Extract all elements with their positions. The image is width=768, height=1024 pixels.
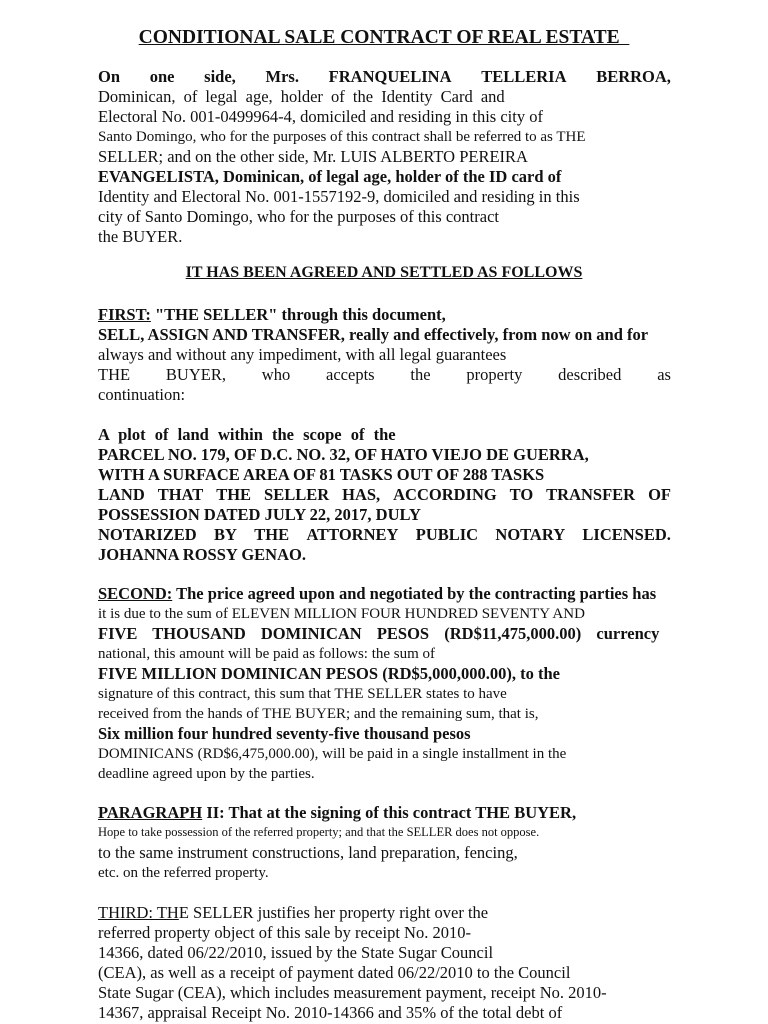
paragraph-two-label: PARAGRAPH (98, 803, 203, 822)
word: LAND (98, 485, 145, 504)
second-clause-line: DOMINICANS (RD$6,475,000.00), will be paid in a single installment in the (98, 746, 567, 762)
property-line: A plot of land within the scope of the (98, 425, 396, 444)
word: THE (216, 485, 252, 504)
first-clause-label: FIRST: (98, 305, 151, 324)
word: NOTARIZED (98, 525, 197, 544)
paragraph-two-line: etc. on the referred property. (98, 865, 269, 881)
word: property (466, 365, 523, 384)
word: OF (648, 485, 671, 504)
second-clause-line: received from the hands of THE BUYER; and the remaining sum, that is, (98, 706, 539, 722)
second-clause-line: national, this amount will be paid as follows: the sum of (98, 646, 436, 662)
parties-line (98, 67, 671, 87)
word: HAS, (342, 485, 381, 504)
parties-line: Santo Domingo, who for the purposes of this contract shall be referred to as THE (98, 129, 586, 145)
word: THE (254, 525, 290, 544)
parties-line: Electoral No. 001-0499964-4, domiciled and residing in this city of (98, 107, 543, 126)
paragraph-two-line: to the same instrument constructions, land preparation, fencing, (98, 843, 518, 862)
first-clause-line (98, 365, 671, 385)
parties-line: city of Santo Domingo, who for the purposes of this contract (98, 207, 499, 226)
property-line: JOHANNA ROSSY GENAO. (98, 545, 306, 564)
word: ATTORNEY (306, 525, 399, 544)
paragraph-two-line: Hope to take possession of the referred property; and that the SELLER does not oppose. (98, 825, 540, 839)
parties-line: SELLER; and on the other side, Mr. LUIS ALBERTO PEREIRA (98, 147, 528, 166)
property-line (98, 525, 671, 545)
parties-line: the BUYER. (98, 227, 183, 246)
third-clause-line: THIRD: THE SELLER justifies her property right over the (98, 903, 489, 922)
paragraph-two-line: PARAGRAPH II: That at the signing of this contract THE BUYER, (98, 803, 577, 822)
second-clause-line: signature of this contract, this sum that THE SELLER states to have (98, 686, 507, 702)
second-clause-line: FIVE THOUSAND DOMINICAN PESOS (RD$11,475,000.00) currency (98, 624, 660, 643)
word: LICENSED. (582, 525, 671, 544)
word: THE (98, 365, 131, 384)
word: On (98, 67, 121, 86)
word: THAT (157, 485, 204, 504)
third-clause-line: State Sugar (CEA), which includes measurement payment, receipt No. 2010- (98, 983, 607, 1002)
property-line: PARCEL NO. 179, OF D.C. NO. 32, OF HATO VIEJO DE GUERRA, (98, 445, 589, 464)
second-clause-line: FIVE MILLION DOMINICAN PESOS (RD$5,000,000.00), to the (98, 664, 561, 683)
second-clause-line: it is due to the sum of ELEVEN MILLION FOUR HUNDRED SEVENTY AND (98, 606, 585, 622)
word: ACCORDING (393, 485, 497, 504)
word: BERROA, (596, 67, 671, 86)
parties-line: EVANGELISTA, Dominican, of legal age, holder of the ID card of (98, 167, 562, 186)
first-clause-line: SELL, ASSIGN AND TRANSFER, really and effectively, from now on and for (98, 325, 649, 344)
word: SELLER (264, 485, 330, 504)
word: TELLERIA (481, 67, 567, 86)
word: Mrs. (265, 67, 299, 86)
property-line: POSSESSION DATED JULY 22, 2017, DULY (98, 505, 421, 524)
word: BUYER, (165, 365, 226, 384)
word: TRANSFER (546, 485, 636, 504)
word: described (558, 365, 622, 384)
first-clause-line: continuation: (98, 385, 186, 404)
second-clause-line: Six million four hundred seventy-five thousand pesos (98, 724, 471, 743)
first-clause-line: always and without any impediment, with all legal guarantees (98, 345, 507, 364)
word: one (149, 67, 175, 86)
word: BY (214, 525, 237, 544)
property-line (98, 485, 671, 505)
second-clause-label: SECOND: (98, 584, 173, 603)
word: PUBLIC (415, 525, 479, 544)
third-clause-line: (CEA), as well as a receipt of payment dated 06/22/2010 to the Council (98, 963, 571, 982)
word: accepts (326, 365, 375, 384)
word: side, (204, 67, 236, 86)
word: TO (509, 485, 534, 504)
word: FRANQUELINA (328, 67, 452, 86)
second-clause-line: SECOND: The price agreed upon and negotiated by the contracting parties has (98, 584, 657, 603)
third-clause-label: THIRD: TH (98, 903, 179, 922)
word: NOTARY (495, 525, 566, 544)
third-clause-line: referred property object of this sale by receipt No. 2010- (98, 923, 471, 942)
parties-line: Dominican, of legal age, holder of the Identity Card and (98, 87, 505, 106)
word: the (410, 365, 431, 384)
parties-line: Identity and Electoral No. 001-1557192-9, domiciled and residing in this (98, 187, 580, 206)
third-clause-line: 14367, appraisal Receipt No. 2010-14366 and 35% of the total debt of (98, 1003, 563, 1022)
third-clause-line: 14366, dated 06/22/2010, issued by the State Sugar Council (98, 943, 494, 962)
word: who (261, 365, 291, 384)
second-clause-line: deadline agreed upon by the parties. (98, 766, 315, 782)
first-clause-line: FIRST: "THE SELLER" through this document, (98, 305, 446, 324)
document-title: CONDITIONAL SALE CONTRACT OF REAL ESTATE (138, 27, 630, 48)
property-line: WITH A SURFACE AREA OF 81 TASKS OUT OF 288 TASKS (98, 465, 545, 484)
word: as (657, 365, 671, 384)
section-heading: IT HAS BEEN AGREED AND SETTLED AS FOLLOWS (185, 264, 583, 281)
